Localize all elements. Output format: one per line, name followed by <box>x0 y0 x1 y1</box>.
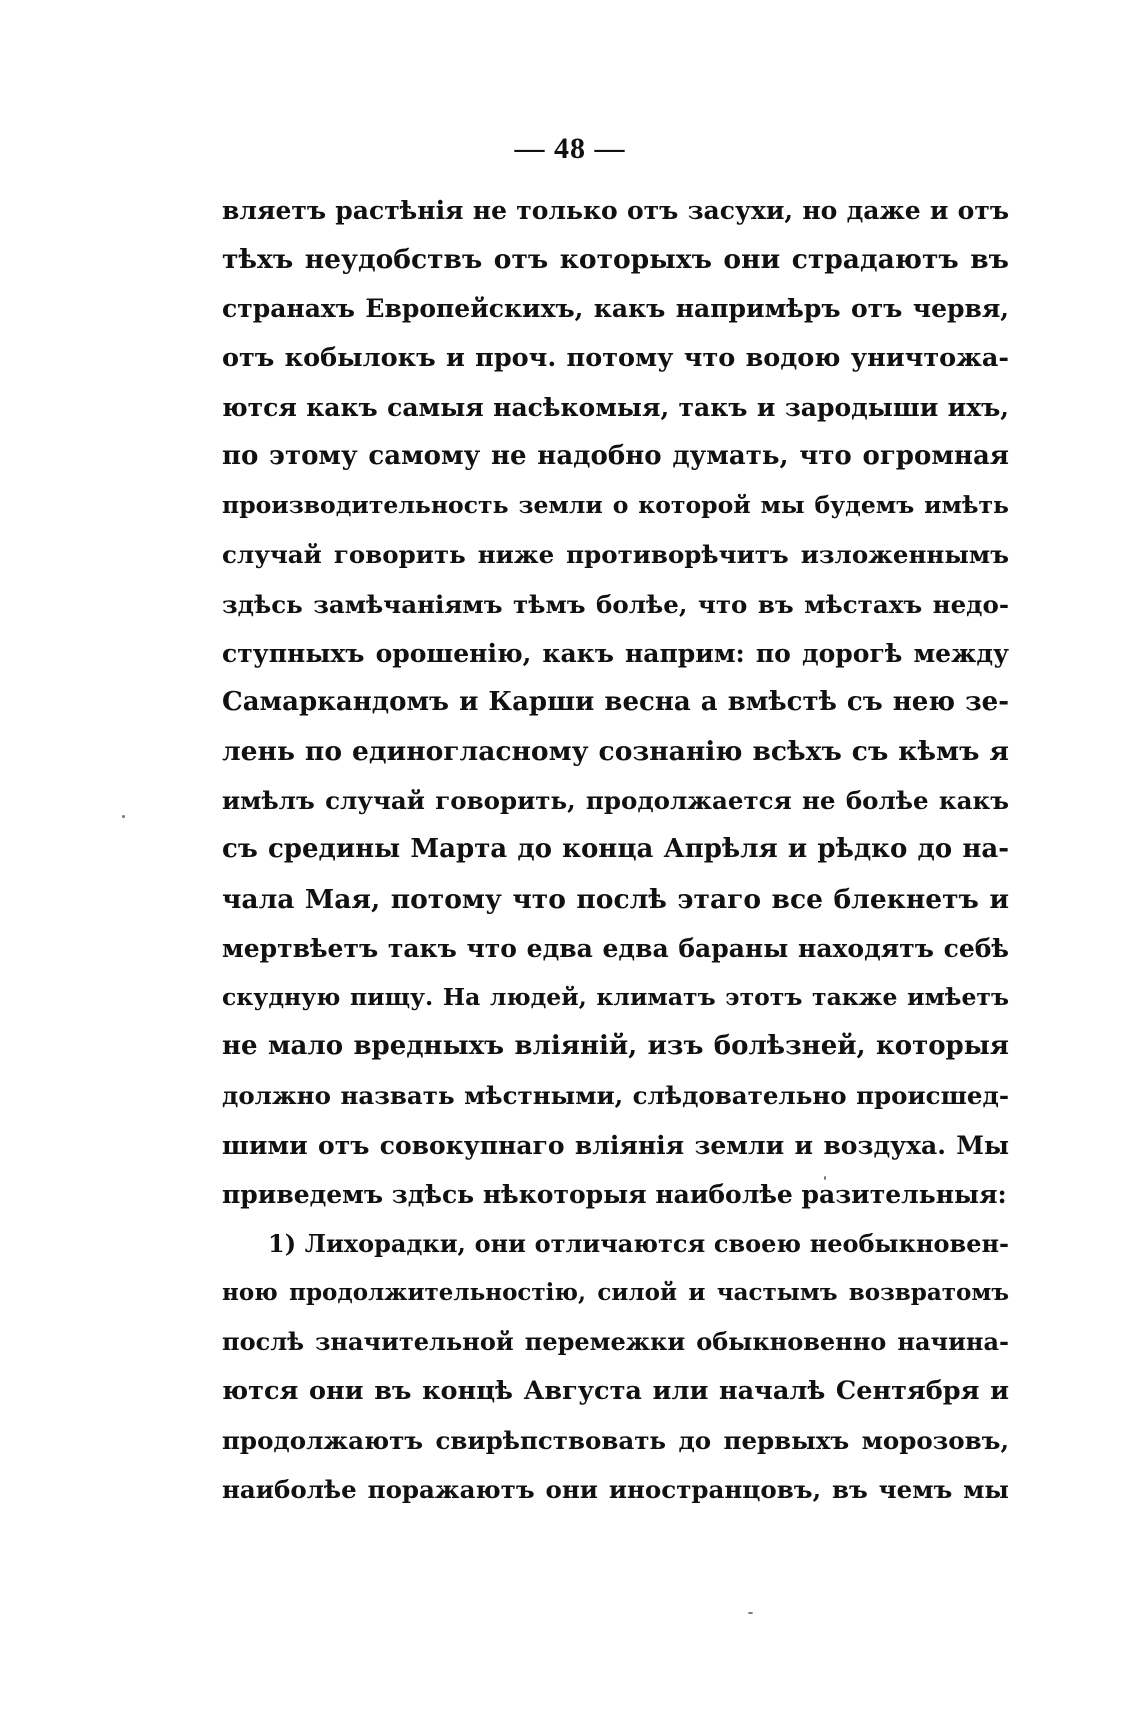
text-line: странахъ Европейскихъ, какъ напримѣръ отъ червя, <box>222 294 1009 324</box>
text-line: производительность земли о которой мы будемъ имѣть <box>222 491 1009 520</box>
text-line: имѣлъ случай говорить, продолжается не болѣе какъ <box>222 786 1009 816</box>
text-line: ступныхъ орошенію, какъ наприм: по дорогѣ между <box>222 638 1009 668</box>
paper-speck <box>748 1612 753 1614</box>
text-line: вляетъ растѣнія не только отъ засухи, но даже и отъ <box>222 196 1009 225</box>
text-line: скудную пищу. На людей, климатъ этотъ также имѣетъ <box>222 983 1009 1011</box>
text-line: здѣсь замѣчаніямъ тѣмъ болѣе, что въ мѣстахъ недо- <box>222 589 1009 619</box>
paper-speck <box>824 1176 826 1180</box>
text-line: случай говорить ниже противорѣчитъ изложеннымъ <box>222 540 1009 570</box>
text-line: продолжаютъ свирѣпствовать до первыхъ морозовъ, <box>222 1425 1009 1455</box>
text-line: лень по единогласному сознанію всѣхъ съ кѣмъ я <box>222 736 1009 768</box>
text-line: шими отъ совокупнаго вліянія земли и воздуха. Мы <box>222 1130 1009 1160</box>
text-line: чала Мая, потому что послѣ этаго все блекнетъ и <box>222 883 1009 915</box>
text-line: мертвѣетъ такъ что едва едва бараны находятъ себѣ <box>222 933 1009 963</box>
text-line: послѣ значительной перемежки обыкновенно начина- <box>222 1327 1009 1357</box>
text-line: не мало вредныхъ вліяній, изъ болѣзней, которыя <box>222 1031 1009 1062</box>
text-line: ются какъ самыя насѣкомыя, такъ и зародыши ихъ, <box>222 392 1009 422</box>
body-text <box>222 186 1009 1514</box>
paper-speck <box>122 815 125 818</box>
text-line: ною продолжительностію, силой и частымъ возвратомъ <box>222 1279 1009 1307</box>
text-line: 1) Лихорадки, они отличаются своею необыкновен- <box>268 1228 1009 1258</box>
text-line: ются они въ концѣ Августа или началѣ Сентября и <box>222 1375 1009 1406</box>
text-line: по этому самому не надобно думать, что огромная <box>222 440 1009 471</box>
page-number: — 48 — <box>514 132 626 165</box>
text-line: приведемъ здѣсь нѣкоторыя наиболѣе разительныя: <box>222 1179 1007 1209</box>
text-line: наиболѣе поражаютъ они иностранцовъ, въ чемъ мы <box>222 1474 1009 1504</box>
text-line: съ средины Марта до конца Апрѣля и рѣдко до на- <box>222 834 1009 865</box>
text-line: тѣхъ неудобствъ отъ которыхъ они страдаютъ въ <box>222 244 1009 276</box>
text-line: отъ кобылокъ и проч. потому что водою уничтожа- <box>222 342 1009 373</box>
text-line: должно назвать мѣстными, слѣдовательно происшед- <box>222 1081 1009 1111</box>
text-line: Самаркандомъ и Карши весна а вмѣстѣ съ нею зе- <box>222 686 1009 717</box>
